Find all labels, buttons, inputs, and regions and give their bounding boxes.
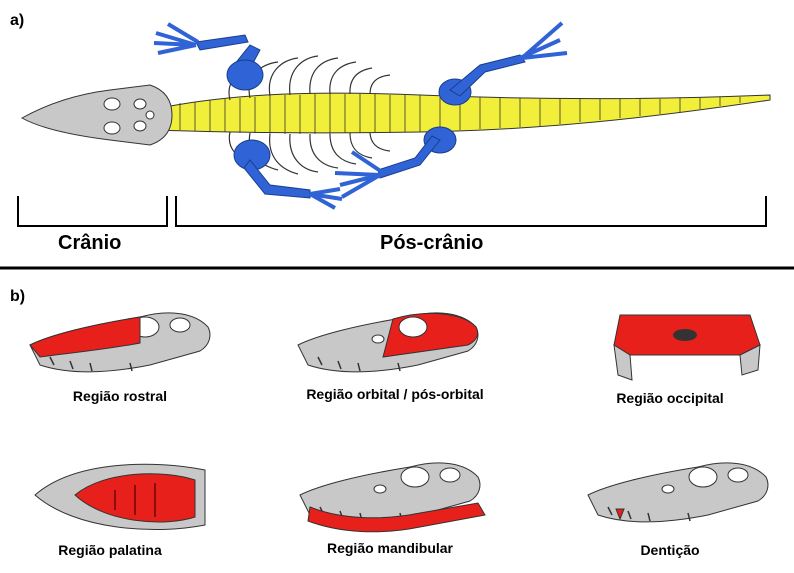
- panel-a-label: a): [10, 12, 25, 29]
- caption-mandibular: Região mandibular: [326, 540, 454, 556]
- caption-dentition: Dentição: [640, 542, 700, 558]
- caption-palatal: Região palatina: [58, 542, 162, 558]
- caption-occipital: Região occipital: [616, 390, 724, 406]
- skeleton-illustration: [22, 23, 770, 208]
- skull-orbital: [298, 313, 478, 372]
- skull-palatal: [35, 464, 205, 529]
- label-cranio: Crânio: [58, 232, 122, 254]
- skull-occipital: [614, 315, 760, 380]
- panel-b-label: b): [10, 288, 26, 305]
- bracket-cranio: [18, 196, 167, 226]
- skull-dentition: [588, 463, 768, 522]
- bracket-poscranio: [176, 196, 766, 226]
- caption-orbital: Região orbital / pós-orbital: [306, 386, 484, 402]
- skull-rostral: [30, 313, 210, 372]
- skull-mandibular: [300, 463, 485, 532]
- caption-rostral: Região rostral: [72, 388, 168, 404]
- label-poscranio: Pós-crânio: [380, 232, 484, 254]
